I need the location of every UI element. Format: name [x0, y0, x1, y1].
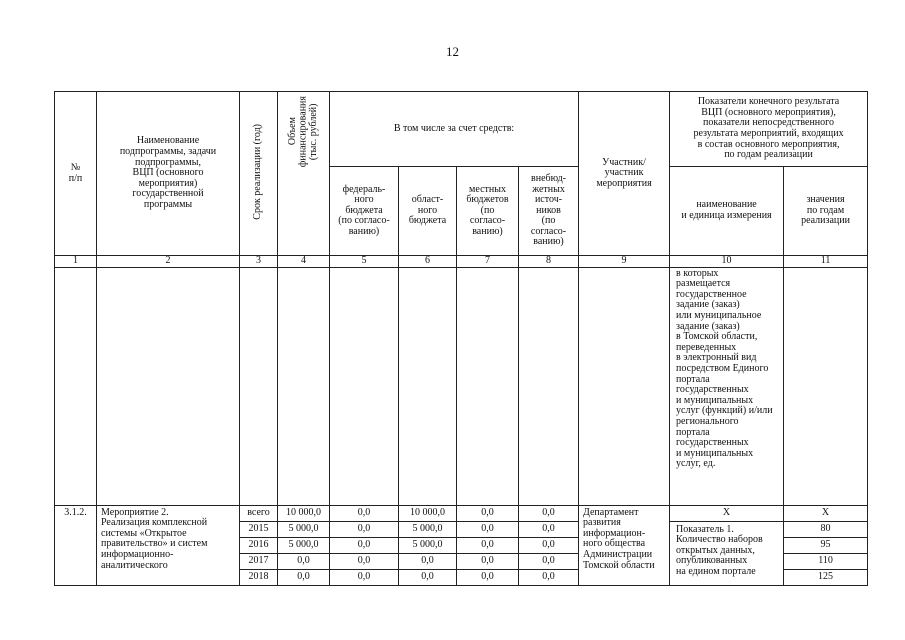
regional-cell: 5 000,0	[399, 521, 457, 537]
program-table	[54, 91, 868, 586]
indicator-line: на едином портале	[676, 565, 756, 577]
item-name-line: аналитического	[101, 559, 168, 571]
continuation-line: в электронный вид	[676, 352, 757, 364]
header-indicators: Показатели конечного результата ВЦП (основного мероприятия), показатели непосредственного результата мероприятий, входящих в состав основного мероприятия, по годам реализации	[670, 92, 868, 167]
empty-cell	[240, 267, 278, 505]
local-cell: 0,0	[457, 569, 519, 585]
volume-cell: 0,0	[278, 569, 330, 585]
empty-cell	[457, 267, 519, 505]
regional-cell: 5 000,0	[399, 537, 457, 553]
header-indicator-values: значения по годам реализации	[784, 167, 868, 256]
col-number: 11	[784, 256, 868, 268]
indicator-line: опубликованных	[676, 555, 748, 567]
empty-cell	[97, 267, 240, 505]
local-cell: 0,0	[457, 521, 519, 537]
continuation-line: государственное	[676, 288, 747, 300]
continuation-row	[55, 267, 868, 505]
indicator-line: Показатель 1.	[676, 523, 734, 535]
regional-cell: 10 000,0	[399, 505, 457, 521]
offbudget-cell: 0,0	[519, 569, 579, 585]
empty-cell	[55, 267, 97, 505]
col-number: 4	[278, 256, 330, 268]
indicator-value-cell: 80	[784, 521, 868, 537]
volume-cell: 10 000,0	[278, 505, 330, 521]
continuation-line: в Томской области,	[676, 331, 758, 343]
continuation-line: в которых	[676, 267, 719, 279]
col-number: 9	[579, 256, 670, 268]
federal-cell: 0,0	[330, 569, 399, 585]
federal-cell: 0,0	[330, 505, 399, 521]
continuation-line: и муниципальных	[676, 394, 754, 406]
federal-cell: 0,0	[330, 521, 399, 537]
continuation-line: размещается	[676, 278, 731, 290]
col-number: 3	[240, 256, 278, 268]
volume-cell: 5 000,0	[278, 537, 330, 553]
local-cell: 0,0	[457, 537, 519, 553]
item-name-line: информационно-	[101, 548, 174, 560]
continuation-line: портала	[676, 373, 710, 385]
indicator-value-cell: 125	[784, 569, 868, 585]
indicator-line: открытых данных,	[676, 544, 755, 556]
continuation-line: задание (заказ)	[676, 320, 740, 332]
year-cell: всего	[240, 505, 278, 521]
participant-line: ного общества	[583, 538, 646, 550]
participant-line: Департамент	[583, 506, 639, 518]
col-number: 8	[519, 256, 579, 268]
col-number: 7	[457, 256, 519, 268]
header-name: Наименование подпрограммы, задачи подпрограммы, ВЦП (основного мероприятия) государственной программы	[97, 92, 240, 256]
regional-cell: 0,0	[399, 553, 457, 569]
indicator-name-cell	[670, 521, 784, 585]
header-federal: федераль- ного бюджета (по согласо- ванию)	[330, 167, 399, 256]
item-number: 3.1.2.	[55, 505, 97, 585]
indicator-value-cell: 110	[784, 553, 868, 569]
item-name-line: Мероприятие 2.	[101, 506, 169, 518]
empty-cell	[399, 267, 457, 505]
continuation-line: посредством Единого	[676, 362, 769, 374]
continuation-line: и муниципальных	[676, 447, 754, 459]
header-indicator-name: наименование и единица измерения	[670, 167, 784, 256]
column-numbers-row	[55, 256, 868, 268]
regional-cell: 0,0	[399, 569, 457, 585]
year-cell: 2018	[240, 569, 278, 585]
participant-line: Администрации	[583, 548, 653, 560]
col-number: 1	[55, 256, 97, 268]
participant-cell	[579, 505, 670, 585]
continuation-line: государственных	[676, 384, 749, 396]
col-number: 6	[399, 256, 457, 268]
empty-cell	[330, 267, 399, 505]
indicator-value-cell: X	[784, 505, 868, 521]
empty-cell	[784, 267, 868, 505]
continuation-line: переведенных	[676, 341, 737, 353]
table-row	[55, 505, 868, 521]
header-volume: Объем финансирования (тыс. рублей)	[278, 92, 330, 256]
offbudget-cell: 0,0	[519, 537, 579, 553]
header-regional: област- ного бюджета	[399, 167, 457, 256]
continuation-line: услуг, ед.	[676, 458, 716, 470]
indicator-continuation	[670, 267, 784, 505]
header-period: Срок реализации (год)	[240, 92, 278, 256]
item-name-line: системы «Открытое	[101, 527, 187, 539]
header-num: № п/п	[55, 92, 97, 256]
federal-cell: 0,0	[330, 553, 399, 569]
empty-cell	[579, 267, 670, 505]
participant-line: Томской области	[583, 559, 655, 571]
offbudget-cell: 0,0	[519, 505, 579, 521]
continuation-line: портала	[676, 426, 710, 438]
local-cell: 0,0	[457, 505, 519, 521]
year-cell: 2016	[240, 537, 278, 553]
header-participant: Участник/ участник мероприятия	[579, 92, 670, 256]
local-cell: 0,0	[457, 553, 519, 569]
col-number: 5	[330, 256, 399, 268]
item-name-line: правительство» и систем	[101, 538, 208, 550]
header-including: В том числе за счет средств:	[330, 92, 579, 167]
header-local: местных бюджетов (по согласо- ванию)	[457, 167, 519, 256]
continuation-line: задание (заказ)	[676, 299, 740, 311]
volume-cell: 5 000,0	[278, 521, 330, 537]
item-name-line: Реализация комплексной	[101, 517, 208, 529]
indicator-name-total: X	[670, 505, 784, 521]
year-cell: 2017	[240, 553, 278, 569]
offbudget-cell: 0,0	[519, 521, 579, 537]
indicator-value-cell: 95	[784, 537, 868, 553]
volume-cell: 0,0	[278, 553, 330, 569]
col-number: 10	[670, 256, 784, 268]
participant-line: развития	[583, 517, 621, 529]
continuation-line: государственных	[676, 437, 749, 449]
continuation-line: услуг (функций) и/или	[676, 405, 773, 417]
indicator-line: Количество наборов	[676, 534, 763, 546]
header-offbudget: внебюд- жетных источ- ников (по согласо- ванию)	[519, 167, 579, 256]
participant-line: информацион-	[583, 527, 646, 539]
item-name	[97, 505, 240, 585]
federal-cell: 0,0	[330, 537, 399, 553]
continuation-line: регионального	[676, 415, 739, 427]
page-number: 12	[446, 44, 459, 59]
empty-cell	[278, 267, 330, 505]
col-number: 2	[97, 256, 240, 268]
continuation-line: или муниципальное	[676, 309, 762, 321]
year-cell: 2015	[240, 521, 278, 537]
offbudget-cell: 0,0	[519, 553, 579, 569]
empty-cell	[519, 267, 579, 505]
